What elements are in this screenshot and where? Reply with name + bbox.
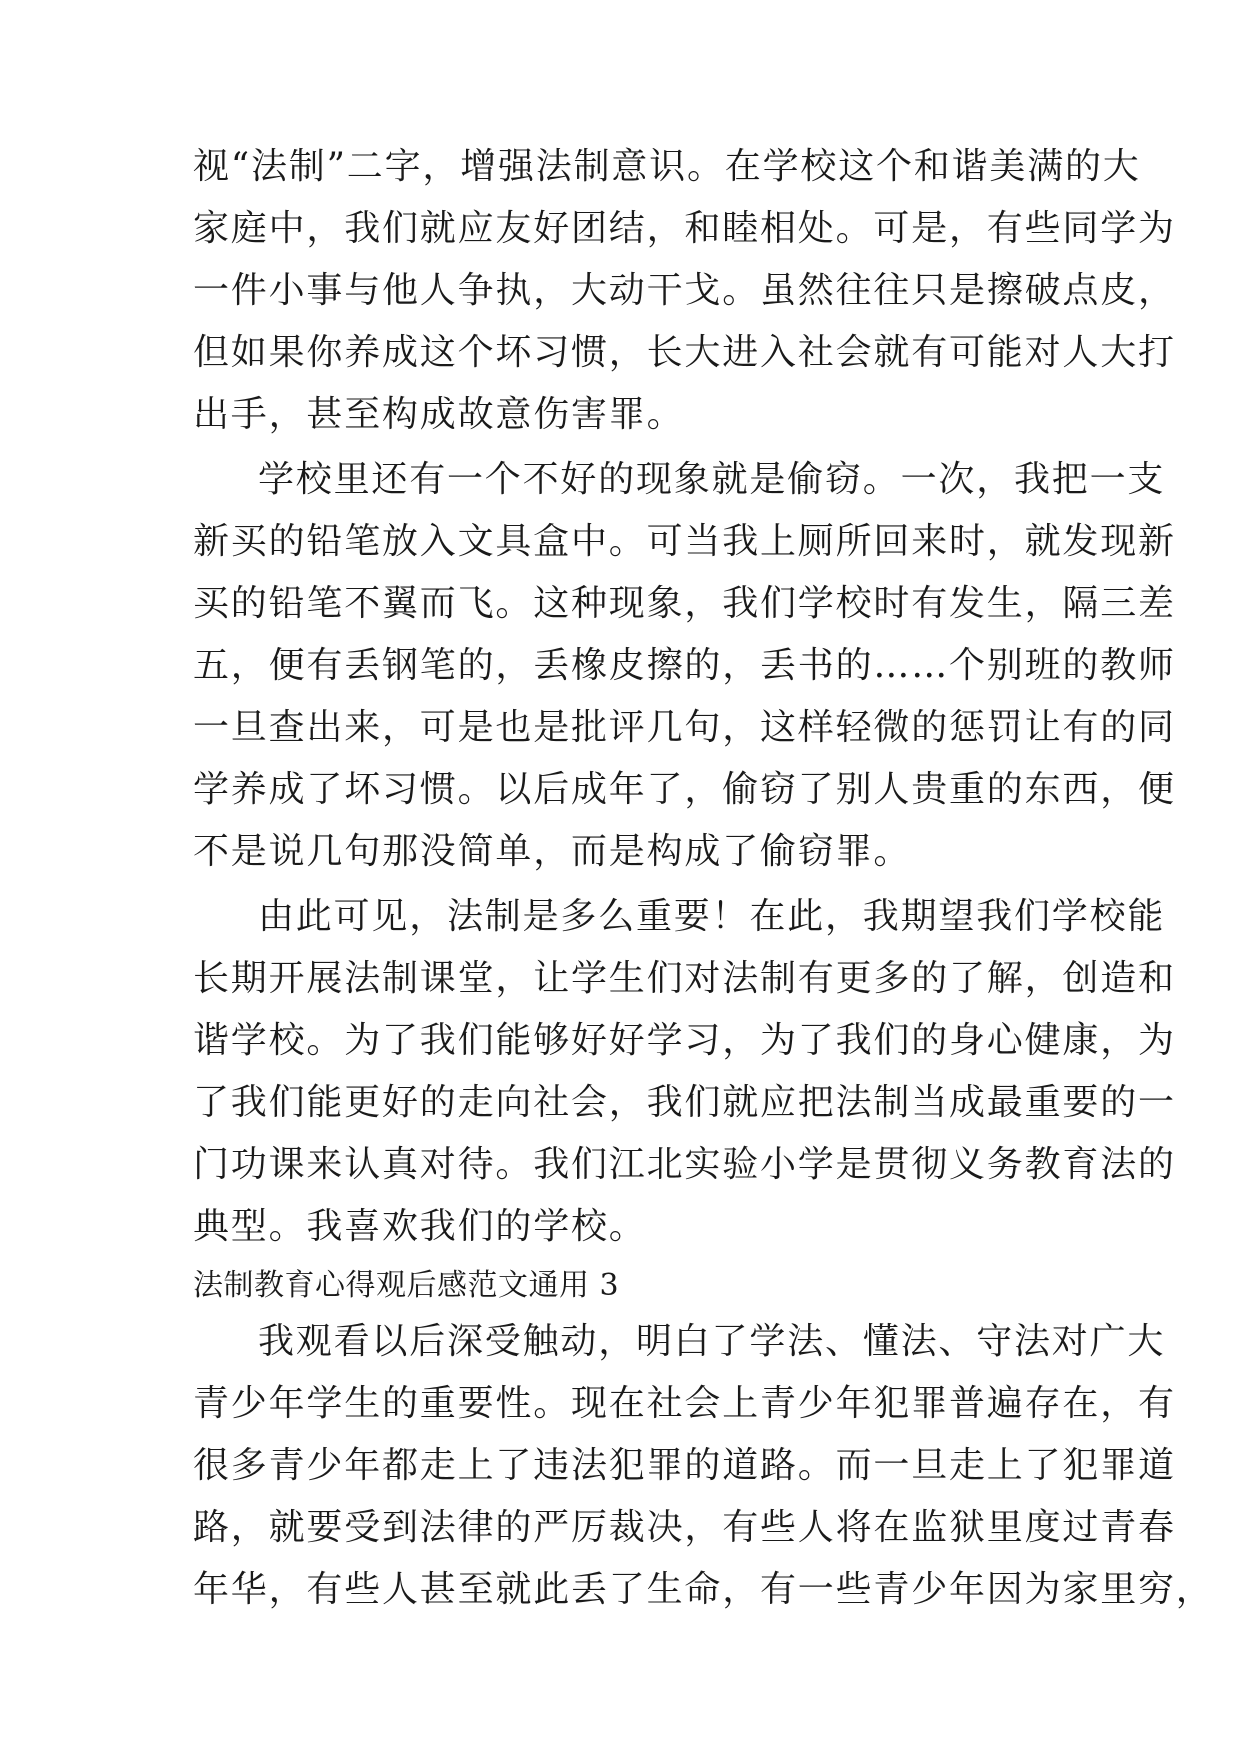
paragraph-3-line-5: 门功课来认真对待。我们江北实验小学是贯彻义务教育法的 — [193, 1144, 1176, 1185]
paragraph-4-line-3: 很多青少年都走上了违法犯罪的道路。而一旦走上了犯罪道 — [193, 1445, 1176, 1486]
paragraph-4-line-5: 年华，有些人甚至就此丢了生命，有一些青少年因为家里穷， — [193, 1569, 1214, 1610]
paragraph-1-line-1: 视“法制”二字，增强法制意识。在学校这个和谐美满的大 — [193, 146, 1141, 187]
paragraph-4-line-2: 青少年学生的重要性。现在社会上青少年犯罪普遍存在，有 — [193, 1383, 1176, 1424]
paragraph-4-line-4: 路，就要受到法律的严厉裁决，有些人将在监狱里度过青春 — [193, 1507, 1176, 1548]
paragraph-2-line-3: 买的铅笔不翼而飞。这种现象，我们学校时有发生，隔三差 — [193, 583, 1176, 624]
paragraph-1-line-5: 出手，甚至构成故意伤害罪。 — [193, 394, 685, 435]
paragraph-2-line-4: 五，便有丢钢笔的，丢橡皮擦的，丢书的……个别班的教师 — [193, 645, 1176, 686]
paragraph-3-line-6: 典型。我喜欢我们的学校。 — [193, 1206, 647, 1247]
paragraph-3-line-3: 谐学校。为了我们能够好好学习，为了我们的身心健康，为 — [193, 1020, 1176, 1061]
section-heading: 法制教育心得观后感范文通用 3 — [193, 1268, 620, 1303]
paragraph-1-line-3: 一件小事与他人争执，大动干戈。虽然往往只是擦破点皮， — [193, 270, 1176, 311]
paragraph-2-line-2: 新买的铅笔放入文具盒中。可当我上厕所回来时，就发现新 — [193, 521, 1176, 562]
paragraph-2-line-6: 学养成了坏习惯。以后成年了，偷窃了别人贵重的东西，便 — [193, 769, 1176, 810]
paragraph-3-line-1: 由此可见，法制是多么重要！在此，我期望我们学校能 — [258, 896, 1166, 937]
paragraph-1-line-4: 但如果你养成这个坏习惯，长大进入社会就有可能对人大打 — [193, 332, 1176, 373]
paragraph-4-line-1: 我观看以后深受触动，明白了学法、懂法、守法对广大 — [258, 1321, 1166, 1362]
paragraph-3-line-4: 了我们能更好的走向社会，我们就应把法制当成最重要的一 — [193, 1082, 1176, 1123]
paragraph-2-line-1: 学校里还有一个不好的现象就是偷窃。一次，我把一支 — [258, 459, 1166, 500]
paragraph-3-line-2: 长期开展法制课堂，让学生们对法制有更多的了解，创造和 — [193, 958, 1176, 999]
paragraph-2-line-5: 一旦查出来，可是也是批评几句，这样轻微的惩罚让有的同 — [193, 707, 1176, 748]
paragraph-2-line-7: 不是说几句那没简单，而是构成了偷窃罪。 — [193, 831, 912, 872]
paragraph-1-line-2: 家庭中，我们就应友好团结，和睦相处。可是，有些同学为 — [193, 208, 1176, 249]
